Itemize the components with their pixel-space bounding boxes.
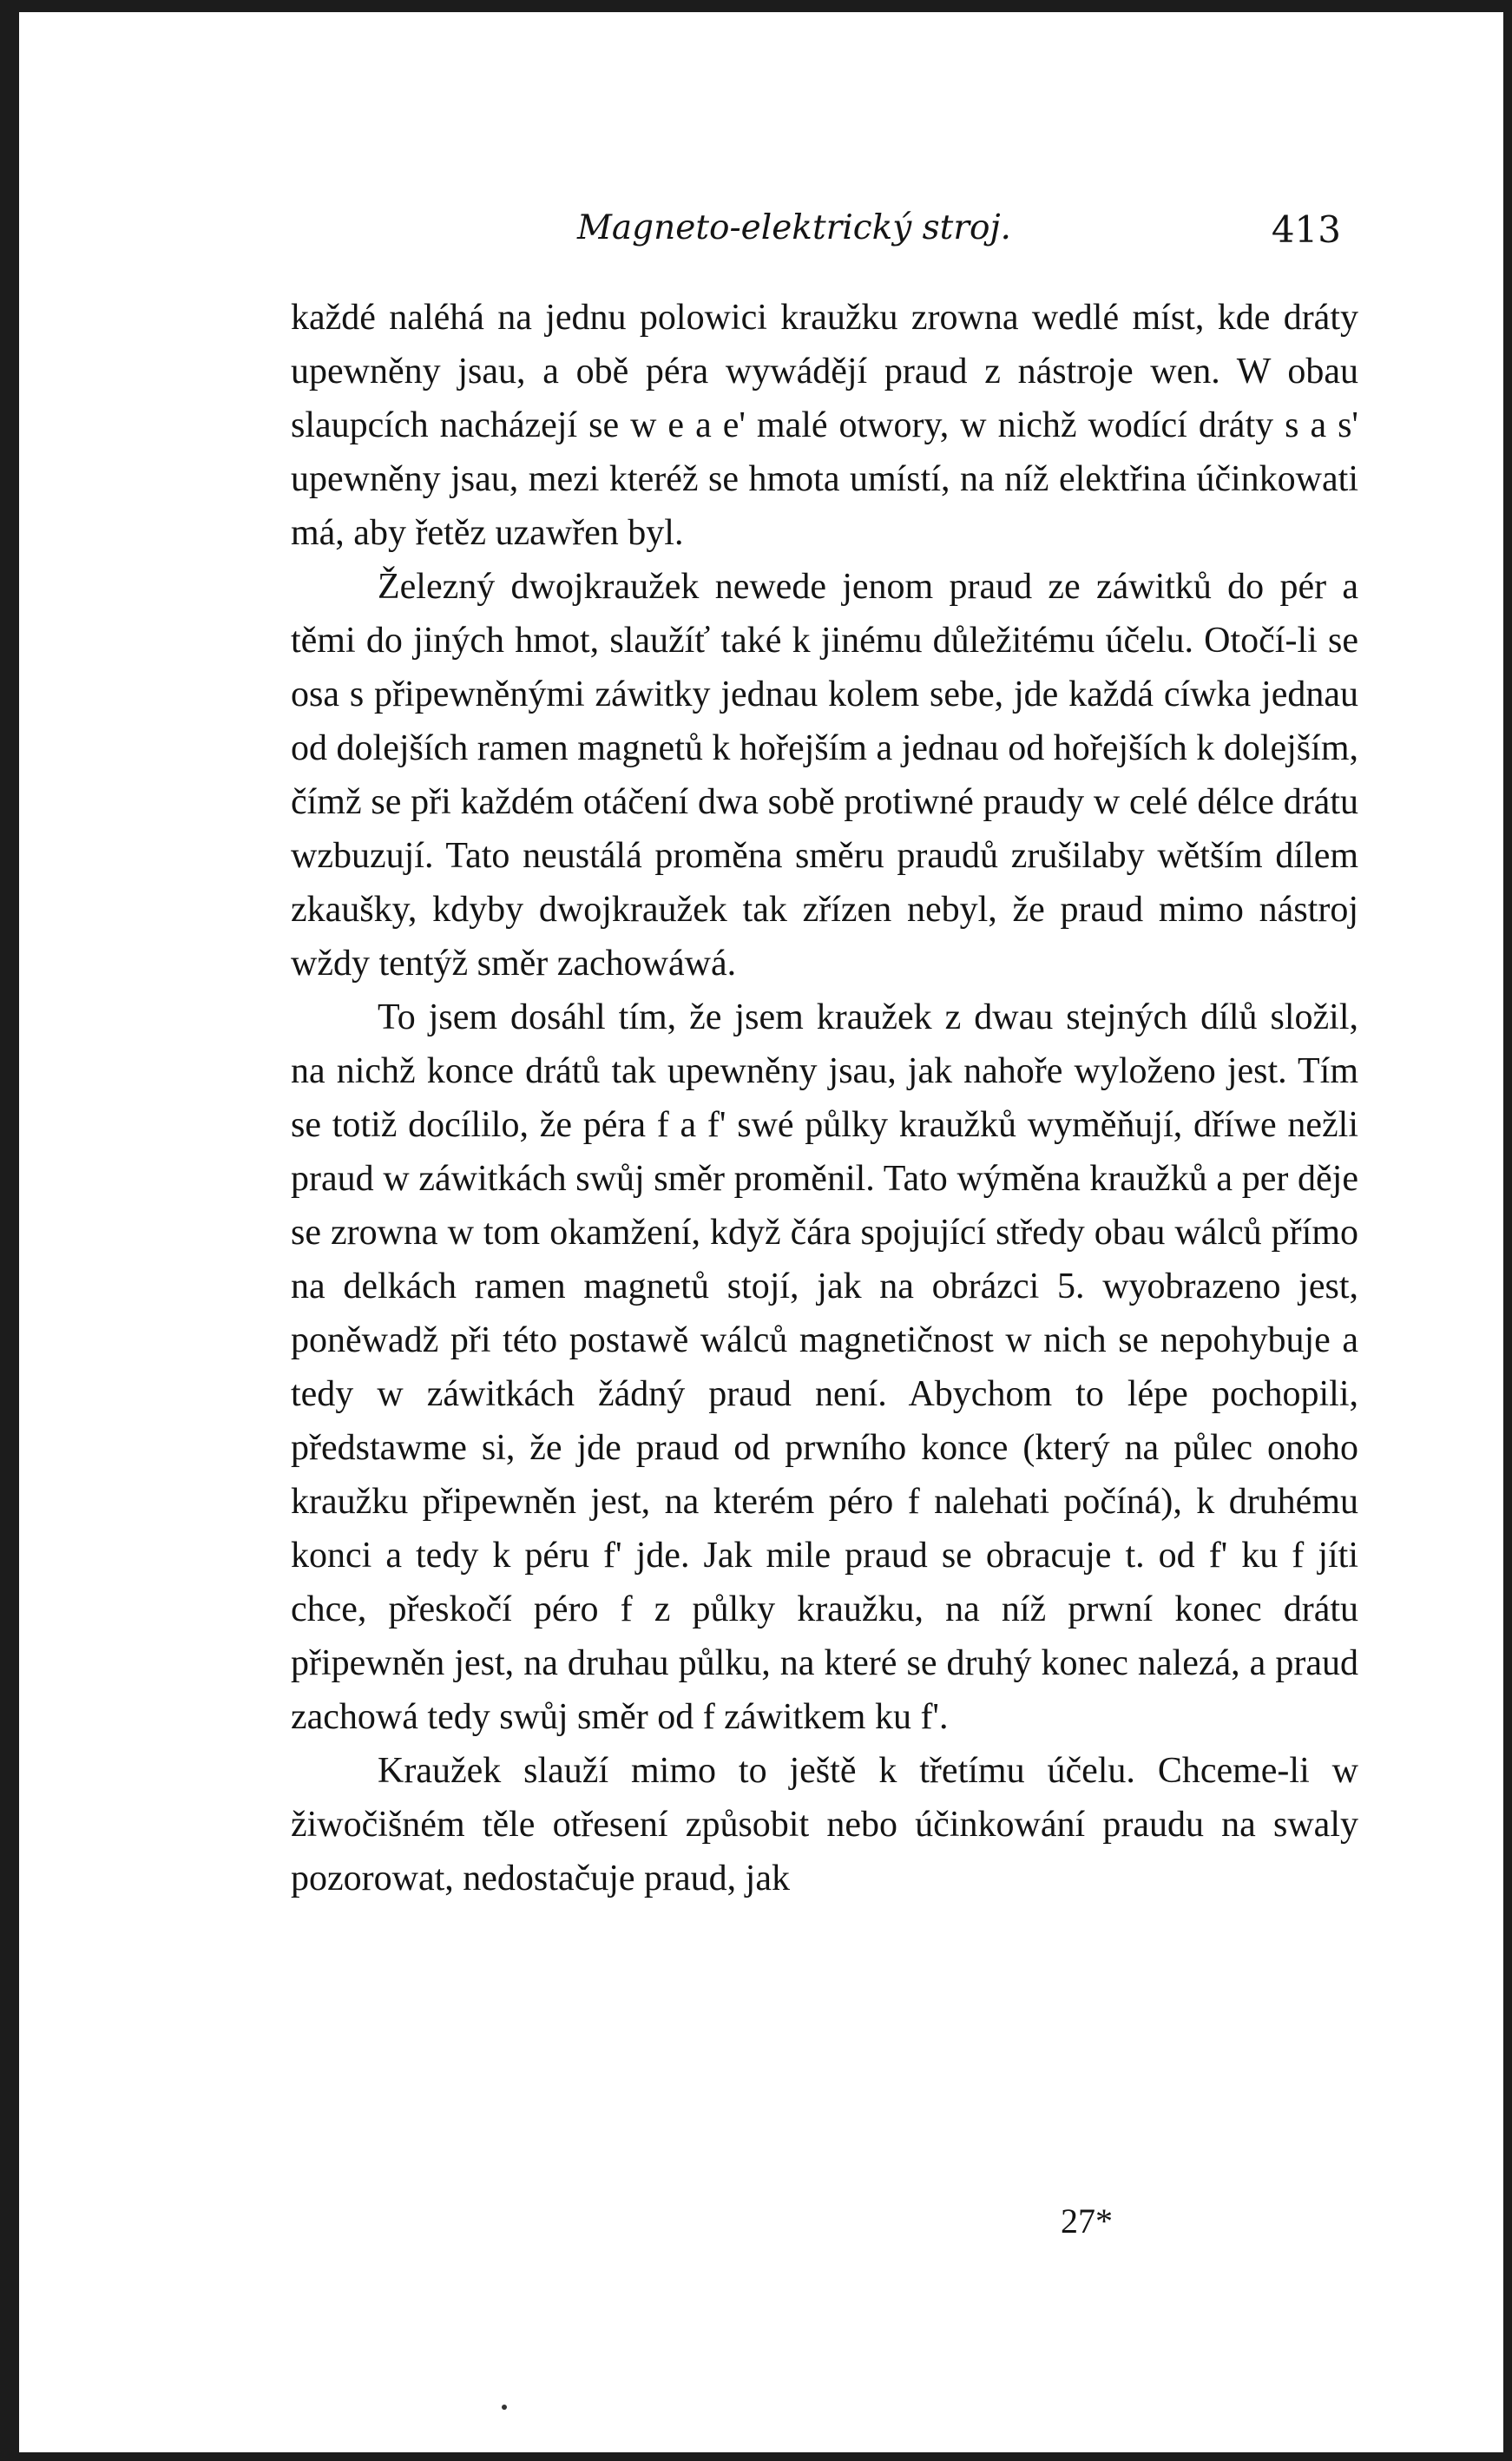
- paragraph-4: Kraužek slauží mimo to ještě k třetímu účelu. Chceme-li w žiwočišném těle otřesení způsobit nebo účinkowání praudu na swaly pozorowat, nedostačuje praud, jak: [291, 1751, 1358, 1898]
- running-head-title: Magneto-elektrický stroj.: [577, 208, 1011, 247]
- book-page: [291, 208, 1358, 1905]
- scan-border-top: [0, 0, 1512, 12]
- scan-border-bottom: [0, 2452, 1512, 2461]
- scan-border-left: [0, 0, 19, 2461]
- paragraph-2: Železný dwojkraužek newede jenom praud ze záwitků do pér a těmi do jiných hmot, slaužíť také k jinému důležitému účelu. Otočí-li se osa s připewněnými záwitky jednau kolem sebe, jde každá cíwka jednau od dolejších ramen magnetů k hořejším a jednau od hořejších k dolejším, čímž se při každém otáčení dwa sobě protiwné praudy w celé délce drátu wzbuzují. Tato neustálá proměna směru praudů zrušilaby wětším dílem zkaušky, kdyby dwojkraužek tak zřízen nebyl, že praud mimo nástroj wždy tentýž směr zachowáwá.: [291, 567, 1358, 984]
- paragraph-3: To jsem dosáhl tím, že jsem kraužek z dwau stejných dílů složil, na nichž konce drátů tak upewněny jsau, jak nahoře wyloženo jest. Tím se totiž docílilo, že péra f a f' swé půlky kraužků wyměňují, dříwe nežli praud w záwitkách swůj směr proměnil. Tato wýměna kraužků a per děje se zrowna w tom okamžení, když čára spojující středy obau wálců přímo na delkách ramen magnetů stojí, jak na obrázci 5. wyobrazeno jest, poněwadž při této postawě wálců magnetičnost w nich se nepohybuje a tedy w záwitkách žádný praud není. Abychom to lépe pochopili, předstawme si, že jde praud od prwního konce (který na půlec onoho kraužku připewněn jest, na kterém péro f nalehati počíná), k druhému konci a tedy k péru f' jde. Jak mile praud se obracuje t. od f' ku f jíti chce, přeskočí péro f z půlky kraužku, na níž prwní konec drátu připewněn jest, na druhau půlku, na které se druhý konec nalezá, a praud zachowá tedy swůj směr od f záwitkem ku f'.: [291, 997, 1358, 1737]
- running-head: [291, 208, 1358, 260]
- paragraph-1: každé naléhá na jednu polowici kraužku zrowna wedlé míst, kde dráty upewněny jsau, a obě péra wywádějí praud z nástroje wen. W obau slaupcích nacházejí se w e a e' malé otwory, w nichž wodící dráty s a s' upewněny jsau, mezi kteréž se hmota umístí, na níž elektřina účinkowati má, aby řetěz uzawřen byl.: [291, 298, 1358, 553]
- signature-mark: 27*: [1061, 2201, 1113, 2241]
- ink-speck: [502, 2405, 507, 2410]
- page-number: 413: [1271, 208, 1341, 251]
- body-text: [291, 291, 1358, 1905]
- scan-border-right: [1503, 0, 1512, 2461]
